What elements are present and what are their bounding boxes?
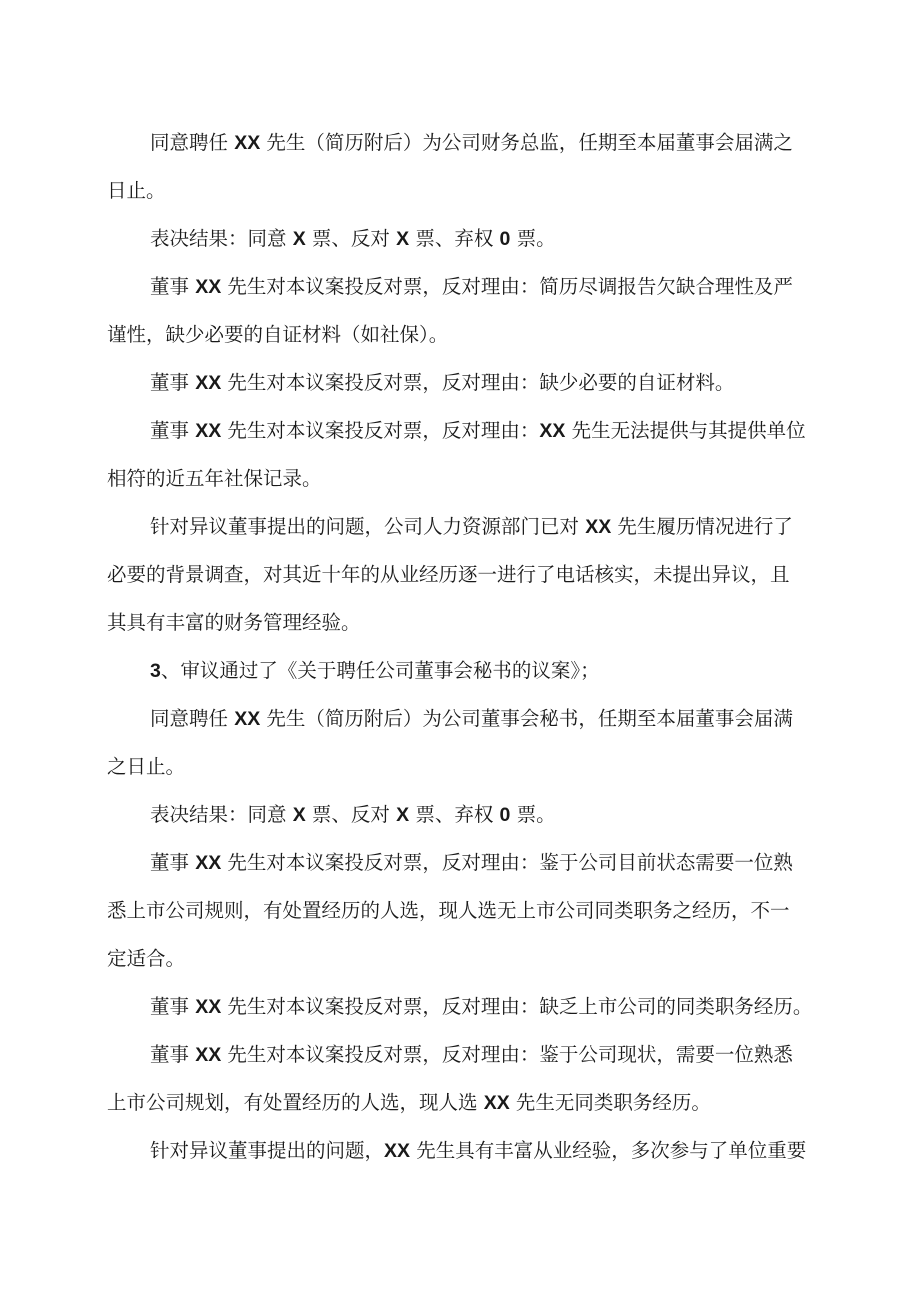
bold-run: XX xyxy=(483,1092,510,1114)
text-run: 先生对本议案投反对票，反对理由：缺少必要的自证材料。 xyxy=(221,371,735,394)
text-run: 票、弃权 xyxy=(409,803,500,826)
text-run: 针对异议董事提出的问题，公司人力资源部门已对 xyxy=(150,515,586,538)
text-run: 董事 xyxy=(150,275,196,298)
paragraph-first-line xyxy=(150,802,556,828)
text-run: 先生无法提供与其提供单位 xyxy=(565,419,806,442)
bold-run: X xyxy=(292,228,306,250)
paragraph-first-line xyxy=(150,226,556,252)
text-run: 先生对本议案投反对票，反对理由：缺乏上市公司的同类职务经历。 xyxy=(221,995,813,1018)
text-run: 票、弃权 xyxy=(409,227,500,250)
bold-run: XX xyxy=(195,1044,222,1066)
bold-run: XX xyxy=(234,132,261,154)
text-run: 董事 xyxy=(150,851,196,874)
text-run: 票。 xyxy=(510,227,556,250)
text-run: 董事 xyxy=(150,1043,196,1066)
bold-run: XX xyxy=(195,420,222,442)
text-run: 先生无同类职务经历。 xyxy=(509,1091,711,1114)
paragraph-line xyxy=(107,1090,711,1116)
paragraph-line xyxy=(107,466,322,492)
bold-run: XX xyxy=(585,516,612,538)
paragraph-first-line xyxy=(150,130,793,156)
text-run: 先生具有丰富从业经验，多次参与了单位重要 xyxy=(410,1139,807,1162)
bold-run: XX xyxy=(384,1140,411,1162)
paragraph-first-line xyxy=(150,274,793,300)
text-run: 日止。 xyxy=(107,179,166,202)
paragraph-first-line xyxy=(150,658,600,684)
text-run: 同意聘任 xyxy=(150,707,235,730)
bold-run: XX xyxy=(195,372,222,394)
text-run: 表决结果：同意 xyxy=(150,227,293,250)
text-run: 针对异议董事提出的问题， xyxy=(150,1139,385,1162)
paragraph-line xyxy=(107,946,185,972)
text-run: 先生对本议案投反对票，反对理由：鉴于公司现状，需要一位熟悉 xyxy=(221,1043,793,1066)
bold-run: 3 xyxy=(150,660,161,682)
bold-run: XX xyxy=(195,996,222,1018)
paragraph-line xyxy=(107,754,185,780)
text-run: 定适合。 xyxy=(107,947,186,970)
paragraph-line xyxy=(107,178,166,204)
bold-run: XX xyxy=(539,420,566,442)
paragraph-first-line xyxy=(150,850,793,876)
text-run: 先生（简历附后）为公司董事会秘书，任期至本届董事会届满 xyxy=(260,707,793,730)
text-run: 先生履历情况进行了 xyxy=(611,515,793,538)
bold-run: XX xyxy=(195,276,222,298)
paragraph-line xyxy=(107,322,448,348)
text-run: 其具有丰富的财务管理经验。 xyxy=(107,611,361,634)
text-run: 董事 xyxy=(150,995,196,1018)
text-run: 悉上市公司规则，有处置经历的人选，现人选无上市公司同类职务之经历，不一 xyxy=(107,899,790,922)
text-run: 先生对本议案投反对票，反对理由：简历尽调报告欠缺合理性及严 xyxy=(221,275,793,298)
paragraph-first-line xyxy=(150,370,734,396)
text-run: 上市公司规划，有处置经历的人选，现人选 xyxy=(107,1091,484,1114)
text-run: 票、反对 xyxy=(305,227,397,250)
text-run: 先生对本议案投反对票，反对理由：鉴于公司目前状态需要一位熟 xyxy=(221,851,793,874)
paragraph-first-line xyxy=(150,514,793,540)
text-run: 先生（简历附后）为公司财务总监，任期至本届董事会届满之 xyxy=(260,131,793,154)
paragraph-first-line xyxy=(150,1138,806,1164)
bold-run: 0 xyxy=(499,228,511,250)
bold-run: 0 xyxy=(499,804,511,826)
paragraph-line xyxy=(107,562,790,588)
paragraph-first-line xyxy=(150,1042,793,1068)
text-run: 之日止。 xyxy=(107,755,186,778)
paragraph-line xyxy=(107,610,361,636)
text-run: 同意聘任 xyxy=(150,131,235,154)
bold-run: X xyxy=(396,228,410,250)
bold-run: X xyxy=(396,804,410,826)
bold-run: XX xyxy=(234,708,261,730)
text-run: 票、反对 xyxy=(305,803,397,826)
text-run: 相符的近五年社保记录。 xyxy=(107,467,322,490)
text-run: 、审议通过了《关于聘任公司董事会秘书的议案》； xyxy=(160,659,600,682)
text-run: 票。 xyxy=(510,803,556,826)
text-run: 谨性，缺少必要的自证材料（如社保）。 xyxy=(107,323,449,346)
text-run: 董事 xyxy=(150,419,196,442)
paragraph-line xyxy=(107,898,790,924)
bold-run: XX xyxy=(195,852,222,874)
bold-run: X xyxy=(292,804,306,826)
text-run: 表决结果：同意 xyxy=(150,803,293,826)
text-run: 先生对本议案投反对票，反对理由： xyxy=(221,419,540,442)
text-run: 必要的背景调查，对其近十年的从业经历逐一进行了电话核实，未提出异议，且 xyxy=(107,563,790,586)
paragraph-first-line xyxy=(150,994,812,1020)
text-run: 董事 xyxy=(150,371,196,394)
paragraph-first-line xyxy=(150,418,806,444)
paragraph-first-line xyxy=(150,706,793,732)
